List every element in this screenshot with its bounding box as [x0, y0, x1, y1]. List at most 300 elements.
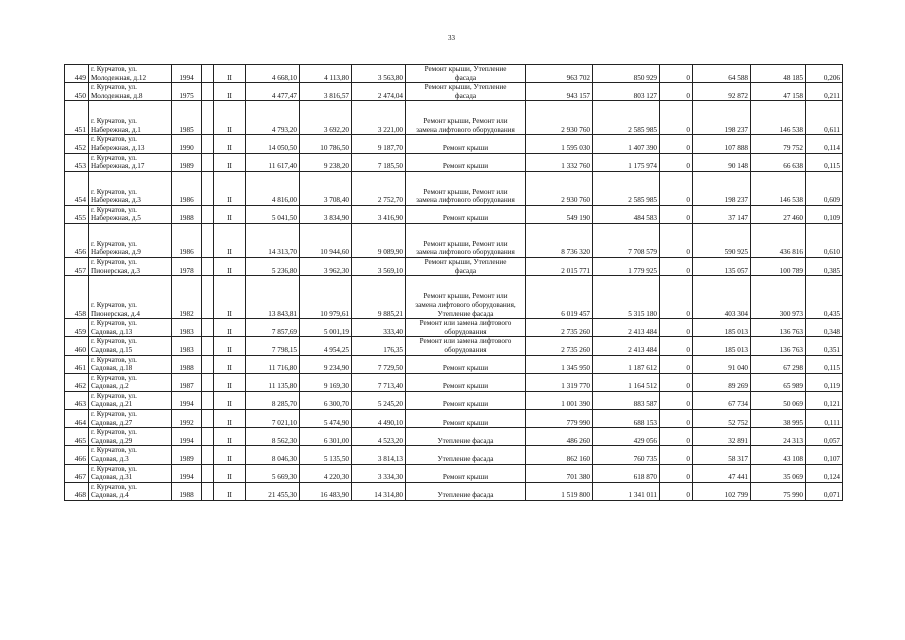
- table-row: [65, 355, 843, 373]
- cell-fund: 1 164 512: [593, 373, 660, 391]
- cell-cost-total: 1 345 950: [526, 355, 593, 373]
- cell-area-total: 5 669,30: [246, 464, 300, 482]
- cell-budget-2: 590 925: [693, 223, 751, 257]
- cell-area-total: 4 793,20: [246, 101, 300, 135]
- cell-empty: [202, 319, 214, 337]
- cell-number: 468: [65, 482, 89, 500]
- cell-area-total: 14 313,70: [246, 223, 300, 257]
- cell-address: г. Курчатов, ул. Молодежная, д.8: [89, 83, 172, 101]
- cell-address: г. Курчатов, ул. Садовая, д.27: [89, 410, 172, 428]
- table-body: [65, 65, 843, 501]
- cell-budget-2: 92 872: [693, 83, 751, 101]
- cell-address: г. Курчатов, ул. Садовая, д.21: [89, 391, 172, 409]
- cell-address: г. Курчатов, ул. Садовая, д.29: [89, 428, 172, 446]
- cell-area-total: 8 046,30: [246, 446, 300, 464]
- cell-class: II: [214, 205, 246, 223]
- cell-year: 1982: [172, 276, 202, 319]
- cell-area-total: 4 477,47: [246, 83, 300, 101]
- cell-class: II: [214, 391, 246, 409]
- cell-cost-total: 862 160: [526, 446, 593, 464]
- cell-budget-2: 185 013: [693, 337, 751, 355]
- cell-address: г. Курчатов, ул. Пионерская, д.4: [89, 276, 172, 319]
- cell-budget-3: 35 069: [751, 464, 806, 482]
- cell-empty: [202, 223, 214, 257]
- cell-budget-1: 0: [660, 464, 693, 482]
- cell-area-residential: 3 221,00: [352, 101, 406, 135]
- cell-year: 1994: [172, 391, 202, 409]
- cell-ratio: 0,107: [806, 446, 843, 464]
- cell-budget-2: 64 588: [693, 65, 751, 83]
- cell-work-type: Ремонт крыши: [406, 391, 526, 409]
- page-number: 33: [448, 34, 455, 42]
- cell-ratio: 0,351: [806, 337, 843, 355]
- cell-fund: 1 407 390: [593, 135, 660, 153]
- cell-cost-total: 8 736 320: [526, 223, 593, 257]
- table-row: [65, 464, 843, 482]
- cell-budget-1: 0: [660, 391, 693, 409]
- cell-empty: [202, 276, 214, 319]
- cell-class: II: [214, 355, 246, 373]
- cell-work-type: Ремонт крыши, Ремонт или замена лифтового оборудования: [406, 223, 526, 257]
- cell-area-residential: 7 729,50: [352, 355, 406, 373]
- cell-class: II: [214, 276, 246, 319]
- cell-cost-total: 2 015 771: [526, 257, 593, 275]
- cell-empty: [202, 464, 214, 482]
- cell-budget-2: 135 057: [693, 257, 751, 275]
- cell-address: г. Курчатов, ул. Набережная, д.1: [89, 101, 172, 135]
- cell-year: 1975: [172, 83, 202, 101]
- cell-class: II: [214, 464, 246, 482]
- table-row: [65, 482, 843, 500]
- cell-budget-1: 0: [660, 65, 693, 83]
- cell-budget-3: 65 989: [751, 373, 806, 391]
- cell-area-living: 3 834,90: [300, 205, 352, 223]
- cell-work-type: Утепление фасада: [406, 428, 526, 446]
- cell-area-residential: 4 490,10: [352, 410, 406, 428]
- cell-fund: 1 341 011: [593, 482, 660, 500]
- cell-work-type: Ремонт крыши: [406, 464, 526, 482]
- cell-ratio: 0,057: [806, 428, 843, 446]
- cell-budget-3: 75 990: [751, 482, 806, 500]
- cell-budget-2: 58 317: [693, 446, 751, 464]
- cell-area-living: 10 944,60: [300, 223, 352, 257]
- cell-ratio: 0,385: [806, 257, 843, 275]
- cell-year: 1988: [172, 355, 202, 373]
- cell-class: II: [214, 65, 246, 83]
- cell-cost-total: 779 990: [526, 410, 593, 428]
- cell-area-residential: 333,40: [352, 319, 406, 337]
- cell-empty: [202, 171, 214, 205]
- cell-area-total: 4 816,00: [246, 171, 300, 205]
- cell-empty: [202, 391, 214, 409]
- cell-year: 1986: [172, 223, 202, 257]
- cell-empty: [202, 205, 214, 223]
- cell-number: 454: [65, 171, 89, 205]
- cell-area-residential: 7 185,50: [352, 153, 406, 171]
- cell-year: 1989: [172, 446, 202, 464]
- cell-work-type: Ремонт крыши, Ремонт или замена лифтового оборудования: [406, 101, 526, 135]
- cell-number: 463: [65, 391, 89, 409]
- cell-empty: [202, 101, 214, 135]
- cell-cost-total: 1 319 770: [526, 373, 593, 391]
- cell-budget-1: 0: [660, 482, 693, 500]
- cell-area-living: 3 708,40: [300, 171, 352, 205]
- cell-budget-1: 0: [660, 446, 693, 464]
- cell-year: 1994: [172, 65, 202, 83]
- cell-budget-3: 48 185: [751, 65, 806, 83]
- cell-fund: 688 153: [593, 410, 660, 428]
- cell-budget-1: 0: [660, 355, 693, 373]
- cell-fund: 5 315 180: [593, 276, 660, 319]
- cell-budget-2: 185 013: [693, 319, 751, 337]
- cell-budget-3: 300 973: [751, 276, 806, 319]
- cell-work-type: Утепление фасада: [406, 446, 526, 464]
- cell-work-type: Ремонт крыши, Утепление фасада: [406, 83, 526, 101]
- cell-ratio: 0,114: [806, 135, 843, 153]
- table-row: [65, 205, 843, 223]
- cell-empty: [202, 355, 214, 373]
- table-row: [65, 257, 843, 275]
- cell-budget-3: 43 108: [751, 446, 806, 464]
- cell-number: 459: [65, 319, 89, 337]
- cell-area-residential: 7 713,40: [352, 373, 406, 391]
- cell-number: 466: [65, 446, 89, 464]
- cell-budget-1: 0: [660, 319, 693, 337]
- cell-area-residential: 3 563,80: [352, 65, 406, 83]
- cell-ratio: 0,611: [806, 101, 843, 135]
- cell-budget-1: 0: [660, 205, 693, 223]
- cell-area-living: 10 979,61: [300, 276, 352, 319]
- cell-empty: [202, 337, 214, 355]
- cell-ratio: 0,111: [806, 410, 843, 428]
- cell-budget-1: 0: [660, 83, 693, 101]
- cell-address: г. Курчатов, ул. Набережная, д.3: [89, 171, 172, 205]
- cell-budget-1: 0: [660, 276, 693, 319]
- cell-class: II: [214, 101, 246, 135]
- cell-area-residential: 4 523,20: [352, 428, 406, 446]
- cell-budget-2: 52 752: [693, 410, 751, 428]
- cell-budget-2: 198 237: [693, 101, 751, 135]
- cell-ratio: 0,071: [806, 482, 843, 500]
- cell-address: г. Курчатов, ул. Садовая, д.31: [89, 464, 172, 482]
- cell-area-total: 11 716,80: [246, 355, 300, 373]
- cell-area-residential: 9 089,90: [352, 223, 406, 257]
- table-row: [65, 428, 843, 446]
- cell-cost-total: 1 001 390: [526, 391, 593, 409]
- cell-class: II: [214, 223, 246, 257]
- cell-cost-total: 943 157: [526, 83, 593, 101]
- cell-ratio: 0,610: [806, 223, 843, 257]
- cell-work-type: Ремонт крыши: [406, 373, 526, 391]
- cell-budget-3: 100 789: [751, 257, 806, 275]
- cell-cost-total: 2 735 260: [526, 337, 593, 355]
- cell-address: г. Курчатов, ул. Садовая, д.13: [89, 319, 172, 337]
- cell-work-type: Ремонт крыши: [406, 205, 526, 223]
- cell-ratio: 0,435: [806, 276, 843, 319]
- cell-area-living: 4 113,80: [300, 65, 352, 83]
- cell-number: 465: [65, 428, 89, 446]
- cell-cost-total: 6 019 457: [526, 276, 593, 319]
- cell-year: 1983: [172, 319, 202, 337]
- table-row: [65, 391, 843, 409]
- cell-address: г. Курчатов, ул. Садовая, д.4: [89, 482, 172, 500]
- cell-area-residential: 2 474,04: [352, 83, 406, 101]
- cell-address: г. Курчатов, ул. Садовая, д.18: [89, 355, 172, 373]
- cell-work-type: Ремонт крыши, Ремонт или замена лифтового оборудования, Утепление фасада: [406, 276, 526, 319]
- cell-cost-total: 486 260: [526, 428, 593, 446]
- cell-area-living: 3 692,20: [300, 101, 352, 135]
- cell-class: II: [214, 319, 246, 337]
- cell-ratio: 0,124: [806, 464, 843, 482]
- cell-year: 1994: [172, 428, 202, 446]
- cell-number: 456: [65, 223, 89, 257]
- cell-area-residential: 14 314,80: [352, 482, 406, 500]
- cell-budget-3: 38 995: [751, 410, 806, 428]
- cell-budget-1: 0: [660, 135, 693, 153]
- cell-work-type: Ремонт крыши, Утепление фасада: [406, 65, 526, 83]
- cell-area-living: 9 234,90: [300, 355, 352, 373]
- cell-area-total: 13 843,81: [246, 276, 300, 319]
- cell-area-total: 7 021,10: [246, 410, 300, 428]
- cell-budget-2: 67 734: [693, 391, 751, 409]
- cell-budget-2: 107 888: [693, 135, 751, 153]
- cell-area-total: 11 617,40: [246, 153, 300, 171]
- cell-fund: 1 187 612: [593, 355, 660, 373]
- cell-area-living: 5 474,90: [300, 410, 352, 428]
- cell-year: 1983: [172, 337, 202, 355]
- cell-area-total: 21 455,30: [246, 482, 300, 500]
- cell-empty: [202, 482, 214, 500]
- cell-area-total: 4 668,10: [246, 65, 300, 83]
- cell-budget-3: 79 752: [751, 135, 806, 153]
- cell-budget-3: 67 298: [751, 355, 806, 373]
- cell-year: 1987: [172, 373, 202, 391]
- cell-ratio: 0,115: [806, 153, 843, 171]
- cell-budget-2: 403 304: [693, 276, 751, 319]
- cell-fund: 803 127: [593, 83, 660, 101]
- cell-fund: 883 587: [593, 391, 660, 409]
- cell-number: 460: [65, 337, 89, 355]
- table-row: [65, 410, 843, 428]
- cell-budget-1: 0: [660, 171, 693, 205]
- cell-area-residential: 9 885,21: [352, 276, 406, 319]
- cell-year: 1990: [172, 135, 202, 153]
- cell-area-living: 9 238,20: [300, 153, 352, 171]
- cell-area-residential: 3 569,10: [352, 257, 406, 275]
- cell-budget-1: 0: [660, 257, 693, 275]
- cell-fund: 2 585 985: [593, 171, 660, 205]
- cell-class: II: [214, 257, 246, 275]
- cell-fund: 1 779 925: [593, 257, 660, 275]
- cell-area-residential: 3 814,13: [352, 446, 406, 464]
- cell-area-residential: 2 752,70: [352, 171, 406, 205]
- cell-address: г. Курчатов, ул. Садовая, д.15: [89, 337, 172, 355]
- cell-cost-total: 1 595 030: [526, 135, 593, 153]
- cell-fund: 2 413 484: [593, 319, 660, 337]
- cell-class: II: [214, 373, 246, 391]
- cell-class: II: [214, 428, 246, 446]
- cell-year: 1985: [172, 101, 202, 135]
- table-row: [65, 83, 843, 101]
- cell-budget-1: 0: [660, 428, 693, 446]
- table-row: [65, 101, 843, 135]
- cell-address: г. Курчатов, ул. Набережная, д.17: [89, 153, 172, 171]
- cell-budget-2: 47 441: [693, 464, 751, 482]
- cell-address: г. Курчатов, ул. Садовая, д.3: [89, 446, 172, 464]
- cell-empty: [202, 446, 214, 464]
- cell-ratio: 0,206: [806, 65, 843, 83]
- cell-number: 458: [65, 276, 89, 319]
- cell-year: 1978: [172, 257, 202, 275]
- cell-class: II: [214, 135, 246, 153]
- cell-fund: 618 870: [593, 464, 660, 482]
- table-row: [65, 319, 843, 337]
- cell-year: 1988: [172, 205, 202, 223]
- cell-area-residential: 3 416,90: [352, 205, 406, 223]
- cell-class: II: [214, 83, 246, 101]
- cell-budget-3: 66 638: [751, 153, 806, 171]
- cell-budget-1: 0: [660, 223, 693, 257]
- cell-area-total: 11 135,80: [246, 373, 300, 391]
- cell-class: II: [214, 337, 246, 355]
- cell-work-type: Ремонт крыши: [406, 153, 526, 171]
- cell-work-type: Ремонт крыши, Ремонт или замена лифтового оборудования: [406, 171, 526, 205]
- cell-class: II: [214, 446, 246, 464]
- cell-year: 1994: [172, 464, 202, 482]
- cell-fund: 850 929: [593, 65, 660, 83]
- cell-area-total: 14 050,50: [246, 135, 300, 153]
- cell-cost-total: 2 930 760: [526, 171, 593, 205]
- cell-area-total: 7 857,69: [246, 319, 300, 337]
- cell-budget-1: 0: [660, 101, 693, 135]
- cell-fund: 484 583: [593, 205, 660, 223]
- cell-number: 450: [65, 83, 89, 101]
- cell-empty: [202, 83, 214, 101]
- cell-area-living: 10 786,50: [300, 135, 352, 153]
- cell-fund: 2 413 484: [593, 337, 660, 355]
- cell-budget-1: 0: [660, 337, 693, 355]
- cell-area-living: 16 483,90: [300, 482, 352, 500]
- cell-year: 1986: [172, 171, 202, 205]
- cell-address: г. Курчатов, ул. Молодежная, д.12: [89, 65, 172, 83]
- table-row: [65, 337, 843, 355]
- cell-budget-3: 24 313: [751, 428, 806, 446]
- cell-area-residential: 5 245,20: [352, 391, 406, 409]
- table-row: [65, 135, 843, 153]
- cell-budget-2: 198 237: [693, 171, 751, 205]
- cell-ratio: 0,109: [806, 205, 843, 223]
- cell-number: 461: [65, 355, 89, 373]
- cell-work-type: Ремонт или замена лифтового оборудования: [406, 319, 526, 337]
- cell-work-type: Утепление фасада: [406, 482, 526, 500]
- cell-number: 462: [65, 373, 89, 391]
- cell-number: 464: [65, 410, 89, 428]
- cell-ratio: 0,348: [806, 319, 843, 337]
- cell-fund: 429 056: [593, 428, 660, 446]
- cell-budget-2: 91 040: [693, 355, 751, 373]
- cell-area-total: 8 562,30: [246, 428, 300, 446]
- cell-budget-1: 0: [660, 373, 693, 391]
- cell-number: 451: [65, 101, 89, 135]
- cell-budget-3: 146 538: [751, 101, 806, 135]
- cell-number: 455: [65, 205, 89, 223]
- cell-cost-total: 1 332 760: [526, 153, 593, 171]
- housing-repair-table: [64, 64, 843, 501]
- cell-budget-3: 436 816: [751, 223, 806, 257]
- cell-budget-3: 50 069: [751, 391, 806, 409]
- cell-address: г. Курчатов, ул. Пионерская, д.3: [89, 257, 172, 275]
- cell-area-living: 4 220,30: [300, 464, 352, 482]
- cell-class: II: [214, 410, 246, 428]
- cell-work-type: Ремонт или замена лифтового оборудования: [406, 337, 526, 355]
- cell-class: II: [214, 171, 246, 205]
- cell-area-living: 6 301,00: [300, 428, 352, 446]
- cell-cost-total: 963 702: [526, 65, 593, 83]
- cell-fund: 760 735: [593, 446, 660, 464]
- cell-ratio: 0,609: [806, 171, 843, 205]
- cell-budget-3: 146 538: [751, 171, 806, 205]
- cell-cost-total: 549 190: [526, 205, 593, 223]
- table-row: [65, 153, 843, 171]
- cell-fund: 1 175 974: [593, 153, 660, 171]
- cell-class: II: [214, 153, 246, 171]
- cell-empty: [202, 373, 214, 391]
- cell-budget-2: 102 799: [693, 482, 751, 500]
- cell-class: II: [214, 482, 246, 500]
- cell-empty: [202, 153, 214, 171]
- cell-ratio: 0,211: [806, 83, 843, 101]
- cell-ratio: 0,115: [806, 355, 843, 373]
- cell-area-total: 8 285,70: [246, 391, 300, 409]
- cell-area-living: 9 169,30: [300, 373, 352, 391]
- cell-cost-total: 701 380: [526, 464, 593, 482]
- cell-work-type: Ремонт крыши: [406, 355, 526, 373]
- cell-number: 449: [65, 65, 89, 83]
- cell-number: 457: [65, 257, 89, 275]
- cell-work-type: Ремонт крыши: [406, 135, 526, 153]
- table-row: [65, 171, 843, 205]
- cell-area-living: 3 816,57: [300, 83, 352, 101]
- cell-number: 467: [65, 464, 89, 482]
- cell-cost-total: 1 519 800: [526, 482, 593, 500]
- cell-work-type: Ремонт крыши: [406, 410, 526, 428]
- cell-fund: 2 585 985: [593, 101, 660, 135]
- cell-number: 453: [65, 153, 89, 171]
- table-row: [65, 276, 843, 319]
- cell-budget-2: 37 147: [693, 205, 751, 223]
- cell-area-living: 3 962,30: [300, 257, 352, 275]
- cell-budget-2: 89 269: [693, 373, 751, 391]
- cell-address: г. Курчатов, ул. Набережная, д.9: [89, 223, 172, 257]
- cell-area-total: 5 236,80: [246, 257, 300, 275]
- cell-ratio: 0,119: [806, 373, 843, 391]
- cell-budget-3: 136 763: [751, 319, 806, 337]
- cell-budget-3: 136 763: [751, 337, 806, 355]
- cell-empty: [202, 65, 214, 83]
- cell-budget-3: 47 158: [751, 83, 806, 101]
- table-row: [65, 373, 843, 391]
- cell-cost-total: 2 735 260: [526, 319, 593, 337]
- cell-budget-3: 27 460: [751, 205, 806, 223]
- cell-work-type: Ремонт крыши, Утепление фасада: [406, 257, 526, 275]
- cell-cost-total: 2 930 760: [526, 101, 593, 135]
- cell-budget-1: 0: [660, 153, 693, 171]
- cell-area-residential: 3 334,30: [352, 464, 406, 482]
- cell-area-living: 6 300,70: [300, 391, 352, 409]
- table-row: [65, 446, 843, 464]
- cell-empty: [202, 428, 214, 446]
- cell-address: г. Курчатов, ул. Набережная, д.5: [89, 205, 172, 223]
